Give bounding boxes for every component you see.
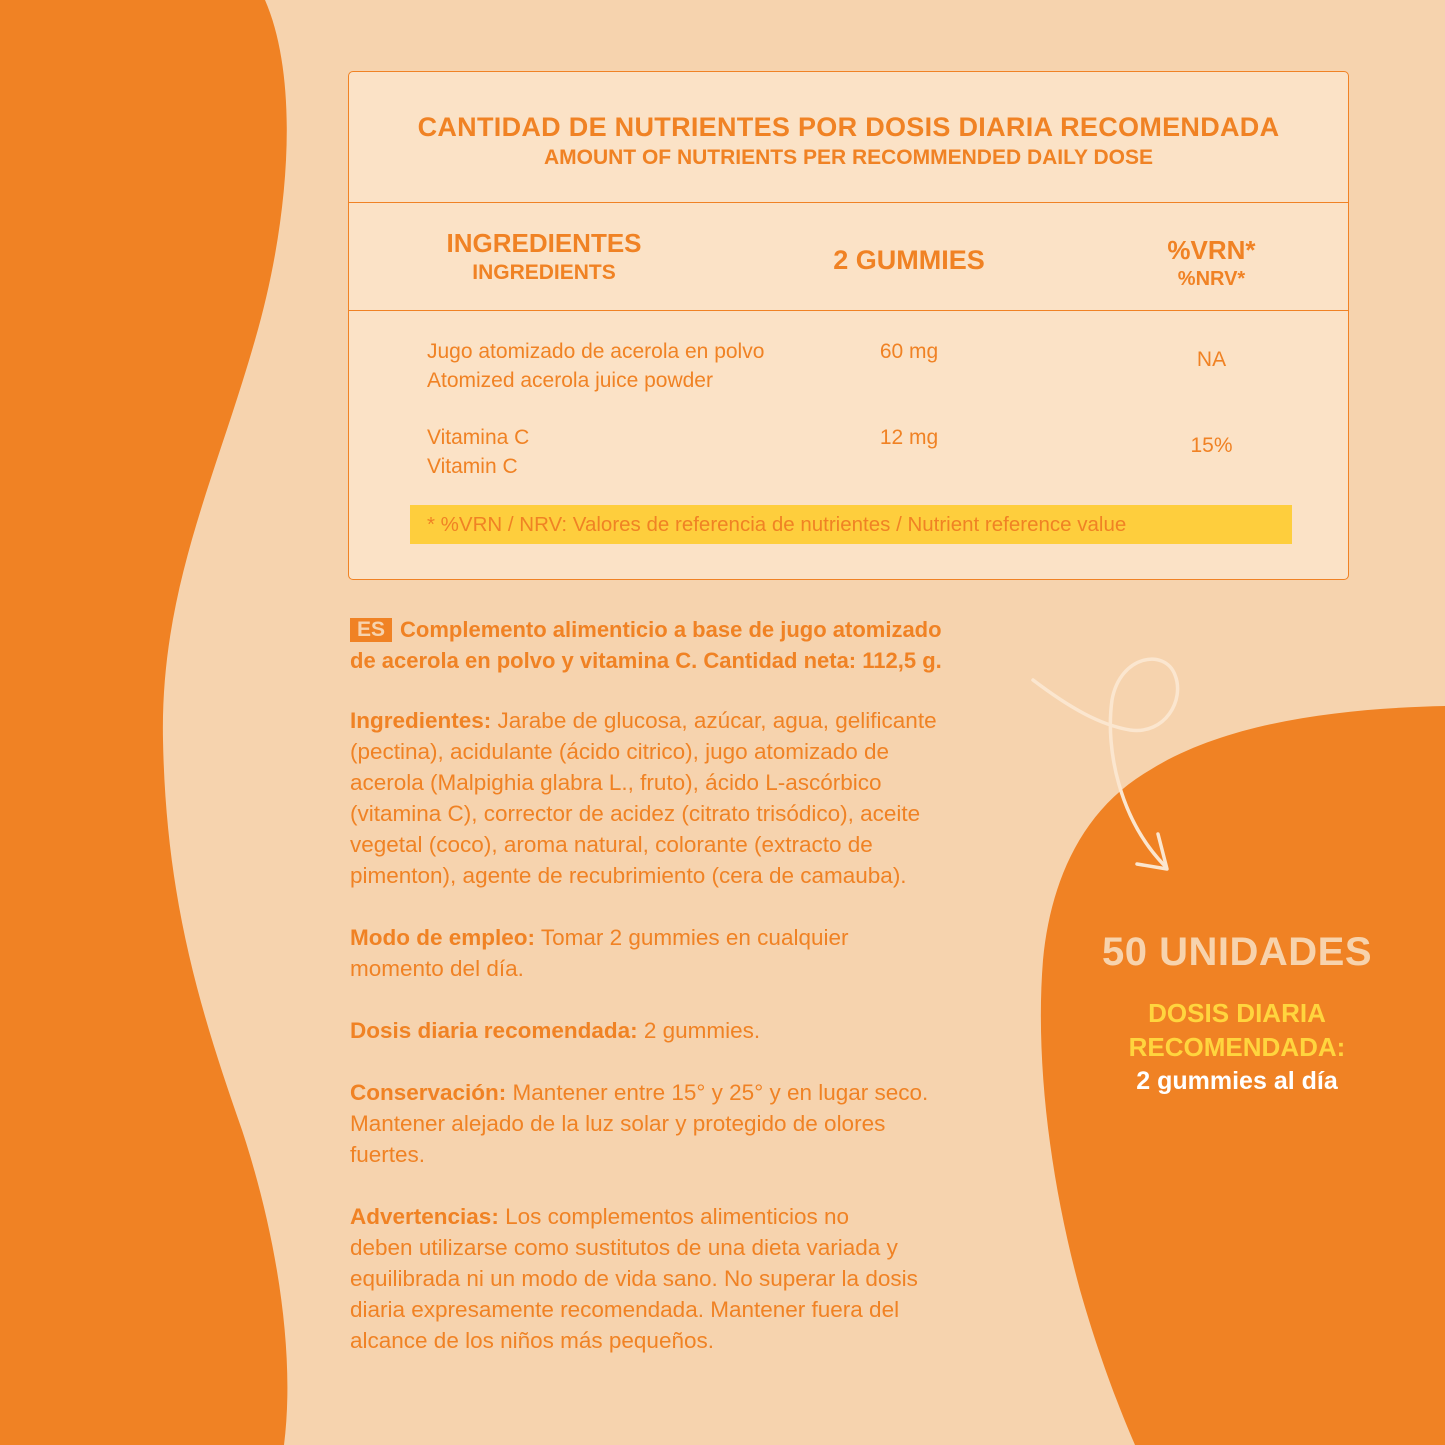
nutrition-table-subtitle: AMOUNT OF NUTRIENTS PER RECOMMENDED DAILY DOSE: [543, 146, 1154, 169]
ingredient-name-en: Vitamin C: [427, 455, 518, 478]
dose-text: 2 gummies.: [637, 1018, 761, 1043]
warnings-text: diaria expresamente recomendada. Mantener fuera del: [350, 1297, 900, 1322]
storage-paragraph: [350, 1077, 1040, 1170]
ingredient-vrn: NA: [1196, 348, 1227, 371]
usage-text: Tomar 2 gummies en cualquier: [535, 925, 849, 950]
dose-label: Dosis diaria recomendada:: [350, 1018, 638, 1043]
table-divider: [349, 310, 1348, 311]
summary-line: Complemento alimenticio a base de jugo atomizado: [400, 617, 942, 642]
ingredient-name-es: Jugo atomizado de acerola en polvo: [427, 340, 765, 363]
daily-dose-label-line: RECOMENDADA:: [1128, 1032, 1346, 1062]
warnings-paragraph: [350, 1201, 1040, 1356]
ingredient-vrn: 15%: [1190, 434, 1233, 457]
ingredients-text: (pectina), acidulante (ácido citrico), jugo atomizado de: [350, 739, 890, 764]
ingredients-paragraph: [350, 705, 1040, 891]
storage-text: fuertes.: [350, 1142, 426, 1167]
storage-text: Mantener entre 15° y 25° y en lugar seco.: [506, 1080, 929, 1105]
units-count: 50 UNIDADES: [1101, 930, 1372, 974]
daily-dose-value: 2 gummies al día: [1136, 1067, 1338, 1095]
column-header-ingredients: [409, 228, 679, 285]
summary-line: de acerola en polvo y vitamina C. Cantidad neta: 112,5 g.: [350, 648, 942, 673]
usage-label: Modo de empleo:: [350, 925, 535, 950]
column-header-nrv-en: %NRV*: [1177, 268, 1246, 290]
ingredients-text: vegetal (coco), aroma natural, colorante (extracto de: [350, 832, 873, 857]
nutrient-reference-footnote: * %VRN / NRV: Valores de referencia de nutrientes / Nutrient reference value: [410, 505, 1292, 544]
nutrition-table-header: [349, 72, 1348, 202]
daily-dose-label-line: DOSIS DIARIA: [1148, 998, 1326, 1028]
left-orange-wave: [0, 0, 287, 1445]
ingredients-text: (vitamina C), corrector de acidez (citrato trisódico), aceite: [350, 801, 921, 826]
warnings-text: alcance de los niños más pequeños.: [350, 1328, 714, 1353]
product-summary: [350, 614, 1040, 676]
ingredient-amount: 60 mg: [879, 340, 939, 363]
ingredient-amount: 12 mg: [879, 426, 939, 449]
daily-dose-label: [1092, 996, 1382, 1064]
ingredient-name-en: Atomized acerola juice powder: [427, 369, 713, 392]
table-divider: [349, 202, 1348, 203]
warnings-label: Advertencias:: [350, 1204, 499, 1229]
ingredient-name: [427, 337, 857, 395]
column-header-ingredients-es: INGREDIENTES: [446, 228, 642, 258]
ingredient-name: [427, 423, 857, 481]
storage-label: Conservación:: [350, 1080, 507, 1105]
warnings-text: Los complementos alimenticios no: [498, 1204, 849, 1229]
ingredients-text: pimenton), agente de recubrimiento (cera de camauba).: [350, 863, 907, 888]
ingredient-name-es: Vitamina C: [427, 426, 530, 449]
column-header-vrn-es: %VRN*: [1167, 235, 1256, 265]
nutrition-table-title: CANTIDAD DE NUTRIENTES POR DOSIS DIARIA RECOMENDADA: [417, 112, 1280, 142]
warnings-text: equilibrada ni un modo de vida sano. No superar la dosis: [350, 1266, 918, 1291]
column-header-dose: 2 GUMMIES: [833, 245, 985, 275]
ingredients-text: acerola (Malpighia glabra L., fruto), ácido L-ascórbico: [350, 770, 882, 795]
column-header-ingredients-en: INGREDIENTS: [472, 261, 616, 284]
language-badge: ES: [350, 618, 392, 642]
dose-paragraph: [350, 1015, 1040, 1046]
column-header-vrn: [1109, 235, 1314, 291]
warnings-text: deben utilizarse como sustitutos de una dieta variada y: [350, 1235, 898, 1260]
storage-text: Mantener alejado de la luz solar y protegido de olores: [350, 1111, 886, 1136]
ingredients-text: Jarabe de glucosa, azúcar, agua, gelificante: [491, 708, 937, 733]
usage-text: momento del día.: [350, 956, 524, 981]
nutrition-table: [348, 71, 1349, 580]
usage-paragraph: [350, 922, 1040, 984]
ingredients-label: Ingredientes:: [350, 708, 492, 733]
